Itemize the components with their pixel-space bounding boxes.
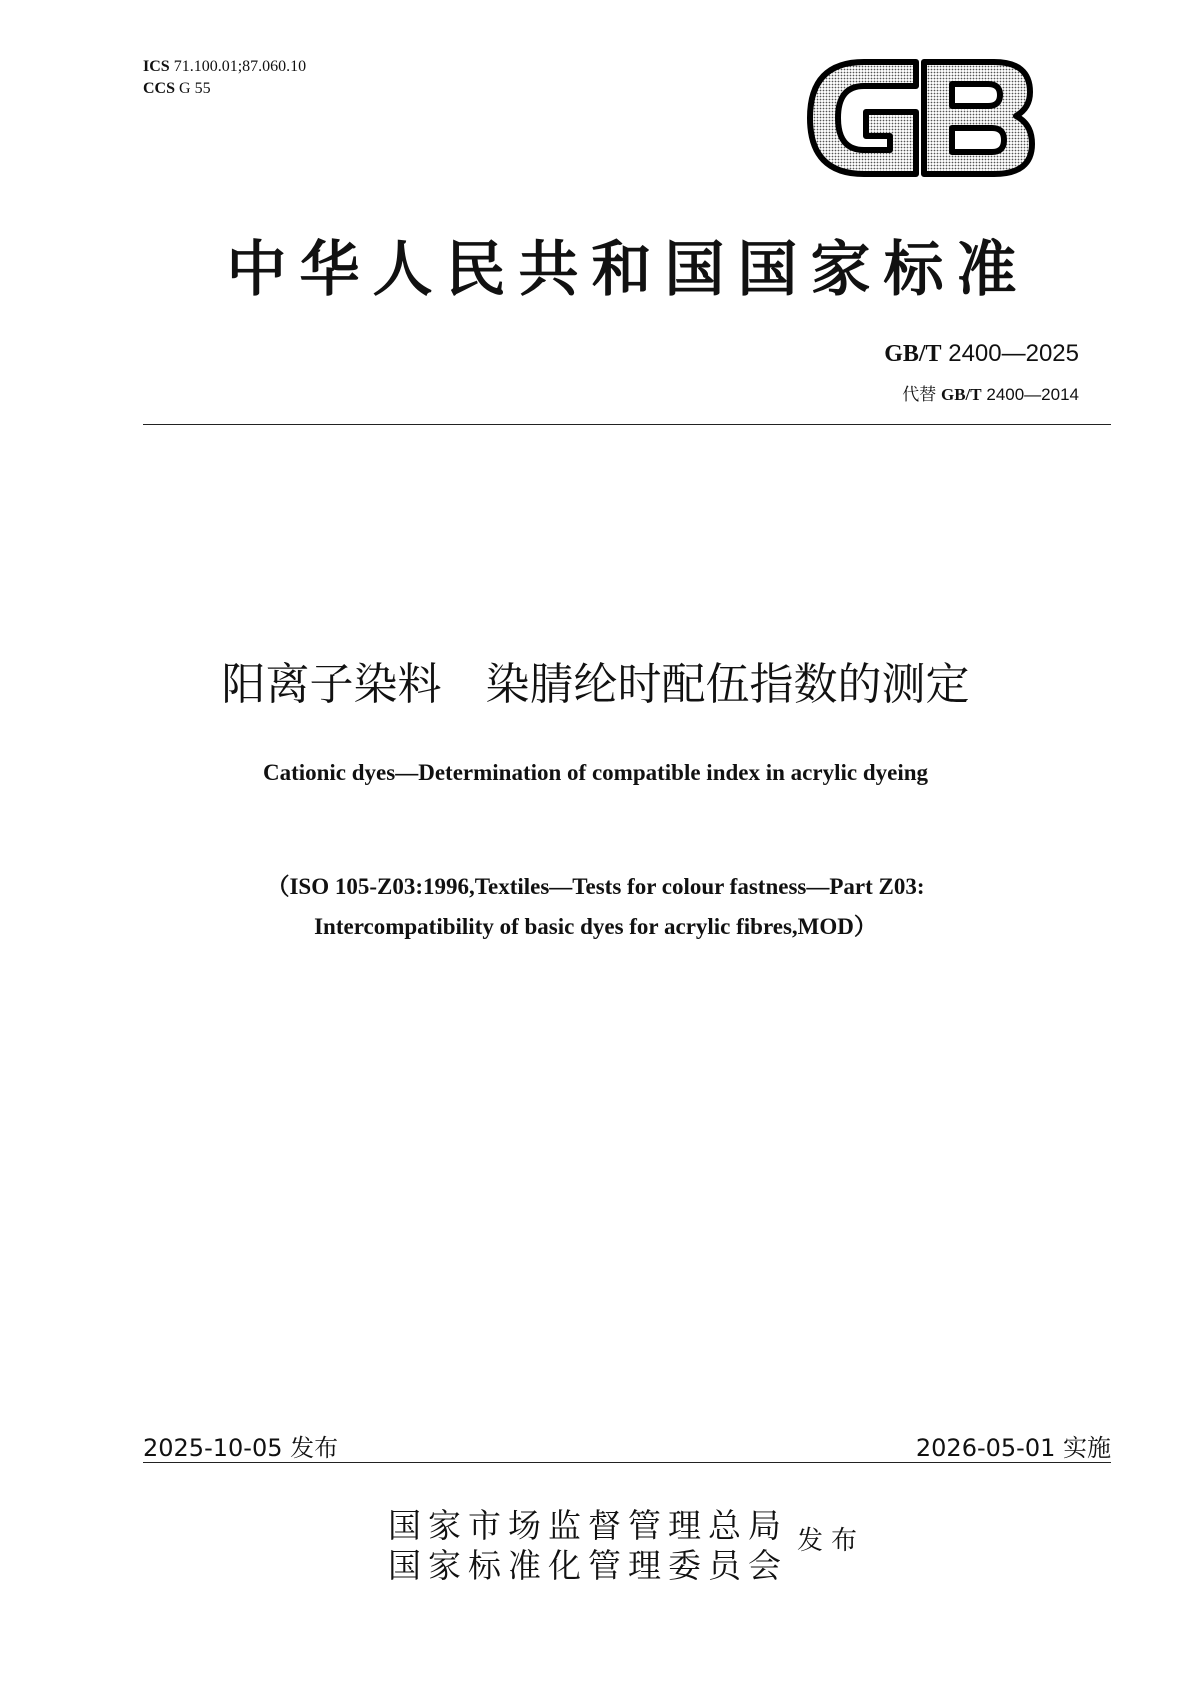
iso-reference-line-1: （ISO 105-Z03:1996,Textiles—Tests for colour fastness—Part Z03: <box>266 874 925 899</box>
english-title: Cationic dyes—Determination of compatible index in acrylic dyeing <box>262 760 929 785</box>
chinese-title: 阳离子染料 染腈纶时配伍指数的测定 <box>221 659 970 710</box>
ccs-label: CCS <box>143 80 176 97</box>
ics-value: 71.100.01;87.060.10 <box>173 58 307 75</box>
ccs-code <box>143 78 306 100</box>
standard-number-value: 2400—2025 <box>948 340 1079 367</box>
replaces-number: 2400—2014 <box>986 385 1079 404</box>
footer-divider <box>143 1462 1111 1463</box>
implementation-date: 2026-05-01 实施 <box>915 1434 1111 1462</box>
standard-number-prefix: GB/T <box>884 341 942 367</box>
standard-number <box>884 340 1079 368</box>
replaced-standard <box>902 380 1079 405</box>
ics-label: ICS <box>143 58 170 75</box>
issue-action: 发布 <box>797 1526 866 1556</box>
replaces-label: 代替 <box>902 385 937 404</box>
ccs-value: G 55 <box>179 80 211 97</box>
header-divider <box>143 424 1111 425</box>
gb-logo-icon <box>804 56 1036 180</box>
ics-code <box>143 56 306 78</box>
standard-type-title: 中华人民共和国国家标准 <box>226 235 1030 305</box>
issuer-line-2: 国家标准化管理委员会 <box>388 1546 788 1585</box>
issue-date: 2025-10-05 发布 <box>143 1434 339 1462</box>
classification-codes <box>143 56 306 100</box>
iso-reference-line-2: Intercompatibility of basic dyes for acrylic fibres,MOD） <box>314 914 877 939</box>
issuer-line-1: 国家市场监督管理总局 <box>388 1506 788 1545</box>
replaces-prefix: GB/T <box>941 385 982 404</box>
